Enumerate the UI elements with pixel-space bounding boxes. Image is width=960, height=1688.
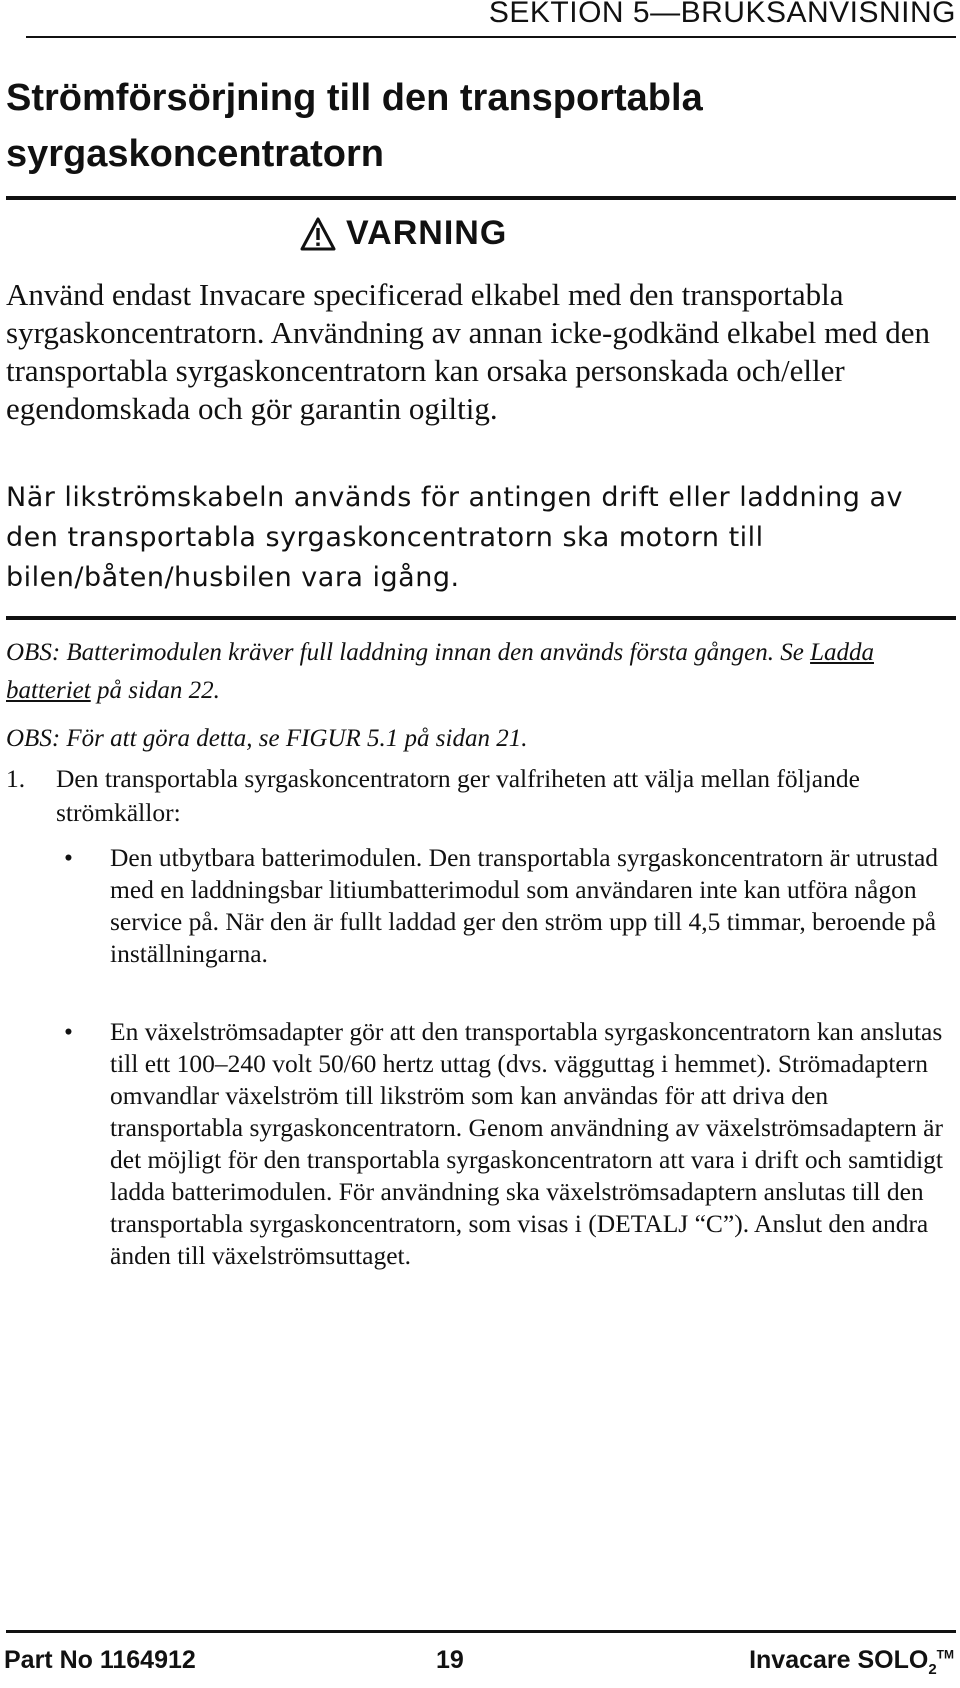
step-number: 1. bbox=[6, 764, 26, 793]
list-item-battery bbox=[6, 842, 956, 970]
step-text: Den transportabla syrgaskoncentratorn ger valfriheten att välja mellan följande strömkällor: bbox=[56, 764, 860, 827]
trademark-mark: TM bbox=[936, 1647, 954, 1662]
product-brand bbox=[749, 1646, 954, 1678]
section-header: SEKTION 5—BRUKSANVISNING bbox=[26, 0, 956, 38]
note-battery-charge bbox=[6, 634, 956, 710]
warning-text-engine: När likströmskabeln används för antingen drift eller laddning av den transportabla syrgaskoncentratorn ska motorn till bilen/båten/husbilen vara igång. bbox=[6, 482, 904, 593]
brand-subscript: 2 bbox=[928, 1661, 937, 1678]
step-1 bbox=[6, 762, 956, 830]
bullet-marker: • bbox=[64, 1017, 73, 1046]
page-footer bbox=[4, 1638, 954, 1682]
page-title: Strömförsörjning till den transportabla syrgaskoncentratorn bbox=[6, 77, 703, 175]
list-item-ac-adapter bbox=[6, 1016, 956, 1272]
warning-label: VARNING bbox=[346, 214, 508, 252]
warning-triangle-icon bbox=[300, 217, 336, 251]
link-ladda-batteriet[interactable]: Ladda batteriet bbox=[6, 639, 874, 704]
part-number: Part No 1164912 bbox=[4, 1646, 196, 1674]
note-figure-ref: OBS: För att göra detta, se FIGUR 5.1 på sidan 21. bbox=[6, 725, 528, 752]
brand-name: Invacare SOLO bbox=[749, 1646, 929, 1674]
warning-divider bbox=[6, 616, 956, 620]
footer-divider bbox=[6, 1630, 956, 1633]
page-number: 19 bbox=[436, 1646, 464, 1674]
list-item-text: En växelströmsadapter gör att den transportabla syrgaskoncentratorn kan anslutas till ett 100–240 volt 50/60 hertz uttag (dvs. vägguttag i hemmet). Strömadaptern omvandlar växelström till likström som kan användas för att driva den transportabla syrgaskoncentratorn. Genom användning av växelströmsadaptern är det möjligt för den transportabla syrgaskoncentratorn att vara i drift och samtidigt ladda batterimodulen. För användning ska växelströmsadaptern anslutas till den transportabla syrgaskoncentratorn, som visas i (DETALJ “C”). Anslut den andra änden till växelströmsuttaget. bbox=[110, 1017, 944, 1270]
note-1-suffix: på sidan 22. bbox=[90, 677, 220, 704]
warning-heading bbox=[300, 214, 507, 253]
list-item-text: Den utbytbara batterimodulen. Den transportabla syrgaskoncentratorn är utrustad med en laddningsbar litiumbatterimodul som användaren inte kan utföra någon service på. När den är fullt laddad ger den ström upp till 4,5 timmar, beroende på inställningarna. bbox=[110, 843, 939, 968]
title-divider bbox=[6, 196, 956, 200]
bullet-marker: • bbox=[64, 843, 73, 872]
warning-text-cable: Använd endast Invacare specificerad elkabel med den transportabla syrgaskoncentratorn. Användning av annan icke-godkänd elkabel med den transportabla syrgaskoncentratorn kan orsaka personskada och/eller egendomskada och gör garantin ogiltig. bbox=[6, 277, 930, 426]
note-1-prefix: OBS: Batterimodulen kräver full laddning innan den används första gången. Se bbox=[6, 639, 811, 666]
